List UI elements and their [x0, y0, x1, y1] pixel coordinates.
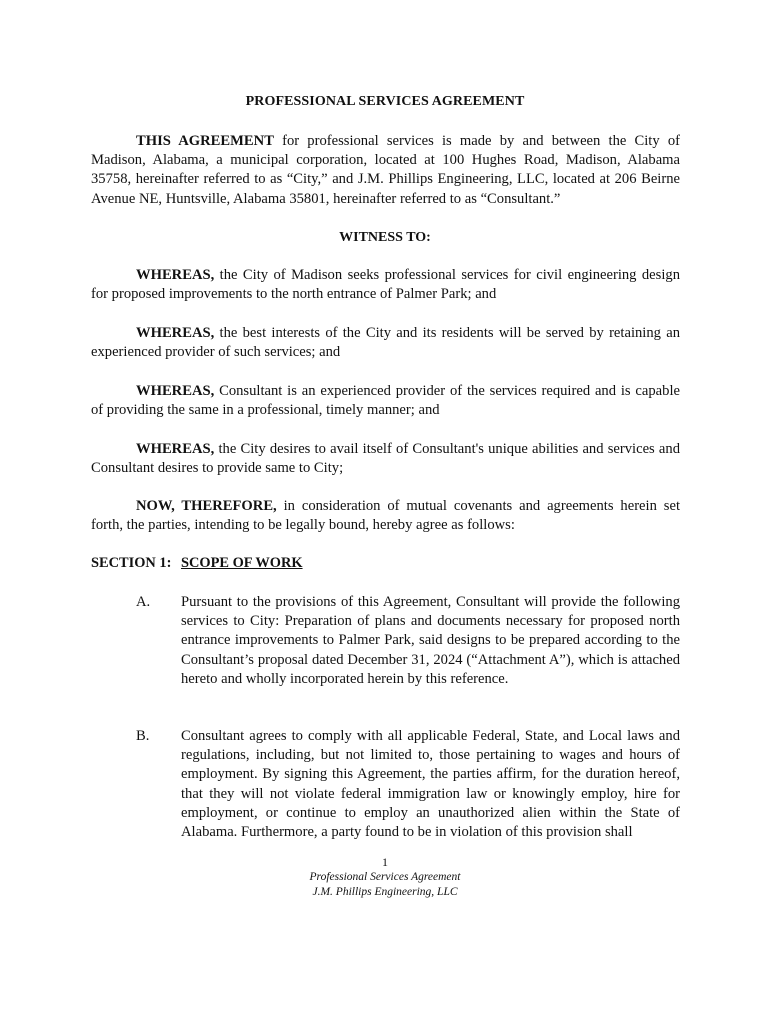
item-letter-b: B. — [136, 728, 150, 744]
intro-lead: THIS AGREEMENT — [136, 133, 274, 149]
now-therefore-text: in consideration of mutual covenants and agreements herein set forth, the parties, intending to be legally bound, hereby agree as follows: — [91, 498, 680, 534]
whereas-paragraph-2 — [91, 324, 680, 362]
item-text-a: Pursuant to the provisions of this Agreement, Consultant will provide the following services to City: Preparation of plans and documents necessary for proposed north entrance improvements to Palmer Park, said designs to be prepared according to the Consultant’s proposal dated December 31, 2024 (“Attachment A”), which is attached hereto and wholly incorporated herein by this reference. — [181, 594, 680, 687]
intro-text: for professional services is made by and between the City of Madison, Alabama, a municipal corporation, located at 100 Hughes Road, Madison, Alabama 35758, hereinafter referred to as “City,” and J.M. Phillips Engineering, LLC, located at 206 Beirne Avenue NE, Huntsville, Alabama 35801, hereinafter referred to as “Consultant.” — [91, 133, 680, 207]
footer-line-2: J.M. Phillips Engineering, LLC — [312, 886, 458, 898]
witness-heading: WITNESS TO: — [339, 230, 431, 245]
section-name: SCOPE OF WORK — [181, 555, 303, 571]
whereas-paragraph-1 — [91, 266, 680, 304]
section-number: SECTION 1: — [91, 555, 172, 571]
document-title: PROFESSIONAL SERVICES AGREEMENT — [245, 94, 525, 109]
whereas-text: the best interests of the City and its residents will be served by retaining an experienced provider of such services; and — [91, 325, 680, 361]
intro-paragraph — [91, 132, 680, 209]
whereas-text: Consultant is an experienced provider of the services required and is capable of providing the same in a professional, timely manner; and — [91, 383, 680, 419]
footer-line-1: Professional Services Agreement — [309, 871, 461, 883]
whereas-text: the City of Madison seeks professional services for civil engineering design for proposed improvements to the north entrance of Palmer Park; and — [91, 267, 680, 303]
whereas-text: the City desires to avail itself of Consultant's unique abilities and services and Consultant desires to provide same to City; — [91, 441, 680, 477]
whereas-lead: WHEREAS, — [136, 383, 215, 399]
page-number: 1 — [382, 855, 388, 869]
item-letter-a: A. — [136, 594, 151, 610]
now-therefore-lead: NOW, THEREFORE, — [136, 498, 277, 514]
whereas-paragraph-3 — [91, 382, 680, 420]
now-therefore-paragraph — [91, 497, 680, 535]
whereas-lead: WHEREAS, — [136, 267, 215, 283]
whereas-lead: WHEREAS, — [136, 441, 215, 457]
section-1-heading — [91, 555, 303, 572]
whereas-paragraph-4 — [91, 440, 680, 478]
whereas-lead: WHEREAS, — [136, 325, 215, 341]
page-footer — [0, 855, 770, 900]
item-text-b: Consultant agrees to comply with all applicable Federal, State, and Local laws and regulations, including, but not limited to, those pertaining to wages and hours of employment. By signing this Agreement, the parties affirm, for the duration hereof, that they will not violate federal immigration law or knowingly employ, hire for employment, or continue to employ an unauthorized alien within the State of Alabama. Furthermore, a party found to be in violation of this provision shall — [181, 728, 680, 841]
